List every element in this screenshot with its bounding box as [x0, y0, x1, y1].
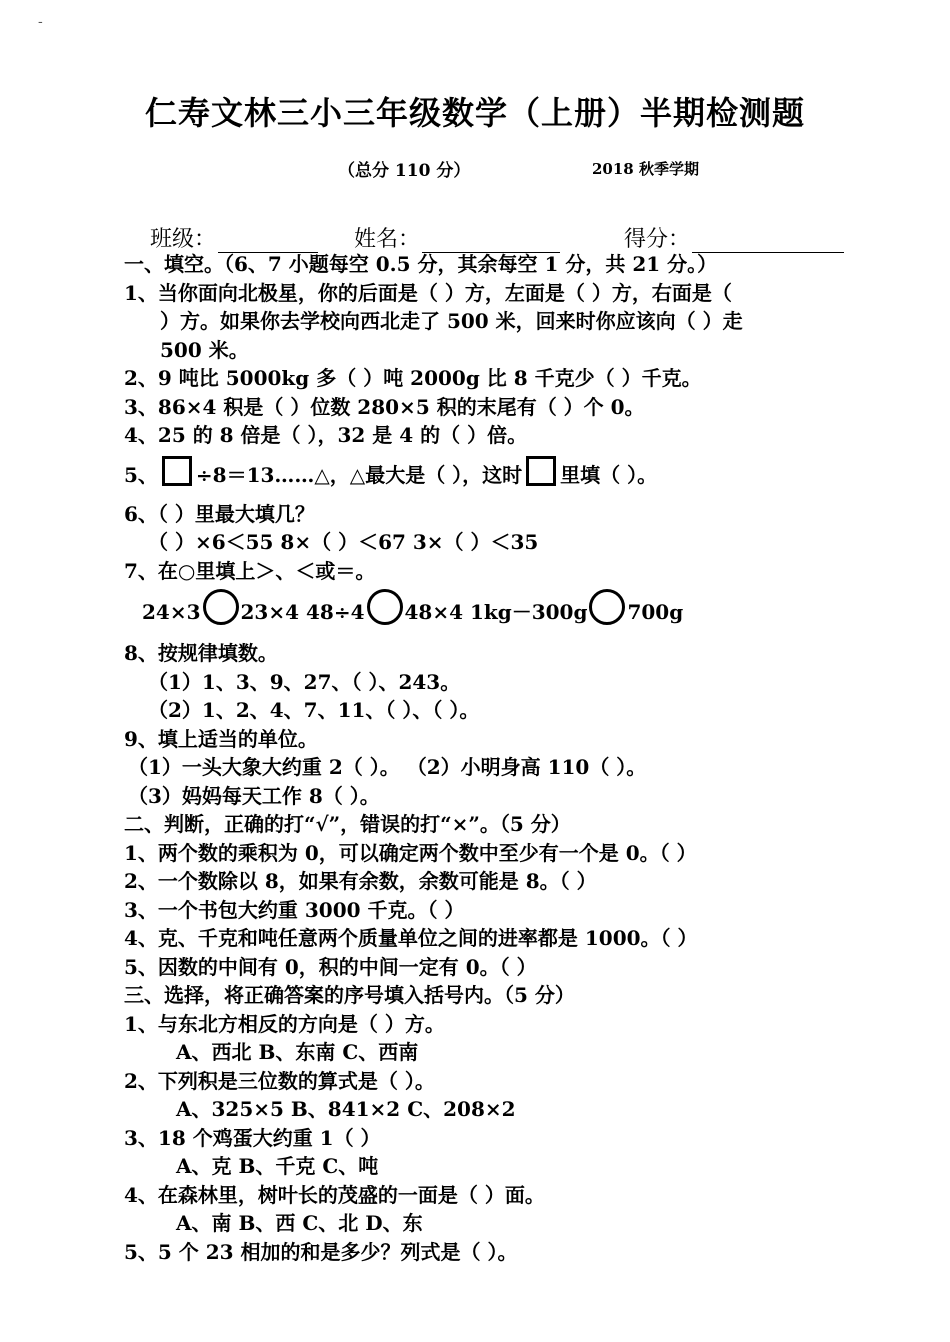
name-label: 姓名：	[354, 227, 421, 252]
square-box-icon	[526, 456, 556, 486]
s1-q9: 9、填上适当的单位。	[124, 726, 318, 751]
section1-heading: 一、填空。（6、7 小题每空 0.5 分，其余每空 1 分，共 21 分。）	[124, 252, 718, 276]
score-label: 得分：	[624, 227, 691, 252]
s1-q7-a: 24×3	[142, 600, 201, 624]
s3-q5: 5、5 个 23 相加的和是多少？列式是（ ）。	[124, 1239, 518, 1264]
s1-q9-3: （3）妈妈每天工作 8（ ）。	[128, 783, 380, 808]
circle-blank-icon	[367, 589, 403, 625]
corner-mark: -	[38, 14, 43, 30]
section3-heading: 三、选择，将正确答案的序号填入括号内。（5 分）	[124, 983, 575, 1007]
s1-q6-items: （ ）×6＜55 8×（ ）＜67 3×（ ）＜35	[148, 530, 539, 554]
s2-q3: 3、一个书包大约重 3000 千克。（ ）	[124, 897, 465, 922]
s2-q1: 1、两个数的乘积为 0，可以确定两个数中至少有一个是 0。（ ）	[124, 840, 697, 865]
s1-q5-suffix: 里填（ ）。	[560, 462, 658, 487]
s2-q2: 2、一个数除以 8，如果有余数，余数可能是 8。（ ）	[124, 869, 597, 893]
s1-q1-line3: 500 米。	[160, 337, 249, 362]
page-title: 仁寿文林三小三年级数学（上册）半期检测题	[144, 94, 805, 132]
s1-q1-line1: 1、当你面向北极星，你的后面是（ ）方，左面是（ ）方，右面是（	[124, 280, 732, 305]
student-info-row	[150, 222, 844, 253]
s1-q5-middle: ÷8＝13……△，△最大是（ ），这时	[195, 462, 523, 487]
term-note: 2018 秋季学期	[592, 160, 699, 178]
s3-q4: 4、在森林里，树叶长的茂盛的一面是（ ）面。	[124, 1182, 545, 1207]
circle-blank-icon	[203, 589, 239, 625]
s3-q4-options: A、南 B、西 C、北 D、东	[176, 1211, 423, 1235]
square-box-icon	[162, 456, 192, 486]
s1-q9-1: （1）一头大象大约重 2（ ）。 （2）小明身高 110（ ）。	[128, 755, 647, 779]
s1-q2: 2、9 吨比 5000kg 多（ ）吨 2000g 比 8 千克少（ ）千克。	[124, 366, 702, 390]
s1-q8: 8、按规律填数。	[124, 641, 278, 665]
section2-heading: 二、判断，正确的打“√”，错误的打“×”。（5 分）	[124, 812, 571, 836]
s1-q7-c: 48×4 1kg－300g	[404, 600, 588, 624]
s1-q7: 7、在○里填上＞、＜或＝。	[124, 558, 376, 583]
question-list	[124, 250, 884, 1266]
s3-q3: 3、18 个鸡蛋大约重 1（ ）	[124, 1125, 381, 1150]
s1-q1-line2: ）方。如果你去学校向西北走了 500 米，回来时你应该向（ ）走	[160, 309, 743, 333]
s3-q2: 2、下列积是三位数的算式是（ ）。	[124, 1068, 435, 1093]
s1-q8-2: （2）1、2、4、7、11、（ ）、（ ）。	[148, 698, 480, 722]
circle-blank-icon	[589, 589, 625, 625]
s1-q7-b: 23×4 48÷4	[240, 600, 365, 624]
s3-q3-options: A、克 B、千克 C、吨	[176, 1154, 379, 1178]
total-score-note: （总分 110 分）	[338, 161, 471, 181]
s3-q1-options: A、西北 B、东南 C、西南	[176, 1040, 419, 1064]
s1-q3: 3、86×4 积是（ ）位数 280×5 积的末尾有（ ）个 0。	[124, 394, 645, 419]
s1-q5-prefix: 5、	[124, 462, 158, 487]
s1-q6: 6、（ ）里最大填几？	[124, 501, 315, 526]
s1-q5	[124, 450, 884, 500]
s2-q4: 4、克、千克和吨任意两个质量单位之间的进率都是 1000。（ ）	[124, 926, 698, 950]
s1-q8-1: （1）1、3、9、27、（ ）、243。	[148, 669, 461, 694]
s1-q7-d: 700g	[627, 600, 684, 624]
class-label: 班级：	[150, 227, 217, 252]
s3-q2-options: A、325×5 B、841×2 C、208×2	[176, 1097, 516, 1121]
s3-q1: 1、与东北方相反的方向是（ ）方。	[124, 1011, 445, 1036]
s1-q7-items	[124, 585, 884, 639]
s1-q4: 4、25 的 8 倍是（ ），32 是 4 的（ ）倍。	[124, 423, 528, 447]
s2-q5: 5、因数的中间有 0，积的中间一定有 0。（ ）	[124, 954, 537, 979]
